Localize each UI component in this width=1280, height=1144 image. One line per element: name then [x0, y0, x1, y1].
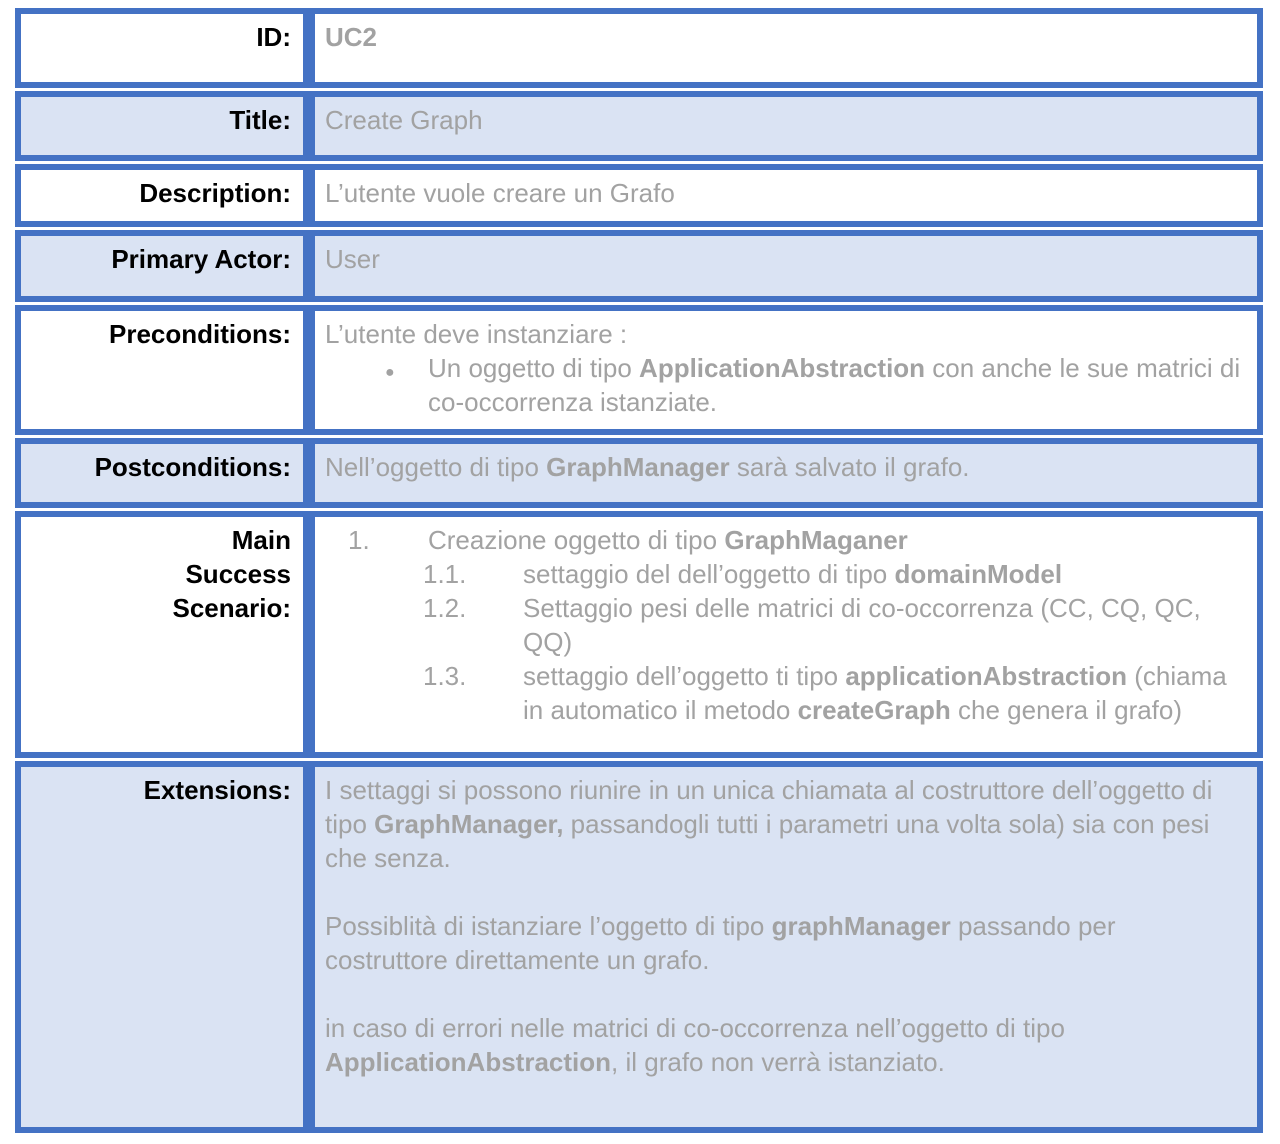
- preconditions-bullet-text: Un oggetto di tipo ApplicationAbstraction con anche le sue matrici di co-occorrenza istanziate.: [428, 353, 1241, 417]
- primary-actor-label: Primary Actor:: [111, 244, 291, 274]
- row-primary-actor: [15, 230, 1263, 302]
- scenario-step-text: Settaggio pesi delle matrici di co-occorrenza (CC, CQ, QC, QQ): [523, 593, 1201, 657]
- row-extensions: [15, 761, 1263, 1133]
- description-label: Description:: [139, 178, 291, 208]
- title-value: Create Graph: [309, 97, 1257, 155]
- preconditions-value: [309, 311, 1257, 429]
- row-description: [15, 164, 1263, 227]
- id-label: ID:: [256, 22, 291, 52]
- bullet-icon: ●: [385, 364, 395, 381]
- title-label: Title:: [229, 105, 291, 135]
- scenario-step: [325, 659, 1241, 727]
- extensions-paragraph: in caso di errori nelle matrici di co-occorrenza nell’oggetto di tipo ApplicationAbstraction, il grafo non verrà istanziato.: [325, 1013, 1065, 1077]
- row-title: [15, 91, 1263, 161]
- row-id: [15, 8, 1263, 88]
- preconditions-label: Preconditions:: [108, 319, 291, 349]
- scenario-step-number: 1.2.: [423, 593, 467, 623]
- id-value: UC2: [309, 14, 1257, 82]
- postconditions-label-cell: [21, 444, 309, 502]
- row-postconditions: [15, 438, 1263, 508]
- row-preconditions: [15, 305, 1263, 435]
- postconditions-label: Postconditions:: [94, 452, 291, 482]
- primary-actor-label-cell: [21, 236, 309, 296]
- scenario-step-number: 1.3.: [423, 661, 467, 691]
- extensions-value: [309, 767, 1257, 1127]
- scenario-step-text: settaggio dell’oggetto ti tipo applicationAbstraction (chiama in automatico il metodo createGraph che genera il grafo): [523, 661, 1227, 725]
- description-label-cell: [21, 170, 309, 221]
- extensions-label-cell: [21, 767, 309, 1127]
- main-success-scenario-label-cell: [21, 517, 309, 752]
- main-success-scenario-value: [309, 517, 1257, 752]
- main-success-scenario-label: Main Success Scenario:: [172, 525, 291, 623]
- preconditions-label-cell: [21, 311, 309, 429]
- extensions-paragraph: I settaggi si possono riunire in un unica chiamata al costruttore dell’oggetto di tipo GraphManager, passandogli tutti i parametri una volta sola) sia con pesi che senza.: [325, 775, 1213, 873]
- scenario-step-text: Creazione oggetto di tipo GraphMaganer: [428, 525, 908, 555]
- scenario-step-text: settaggio del dell’oggetto di tipo domainModel: [523, 559, 1063, 589]
- row-main-success-scenario: [15, 511, 1263, 758]
- description-value: L’utente vuole creare un Grafo: [309, 170, 1257, 221]
- scenario-step: [325, 591, 1241, 659]
- scenario-step: [325, 523, 1241, 557]
- preconditions-bullet-item: [325, 351, 1241, 419]
- preconditions-intro: L’utente deve instanziare :: [325, 319, 628, 349]
- id-label-cell: [21, 14, 309, 82]
- extensions-label: Extensions:: [143, 775, 291, 805]
- use-case-table: [15, 8, 1263, 1133]
- postconditions-value: Nell’oggetto di tipo GraphManager sarà salvato il grafo.: [309, 444, 1257, 502]
- primary-actor-value: User: [309, 236, 1257, 296]
- extensions-paragraph: Possiblità di istanziare l’oggetto di tipo graphManager passando per costruttore direttamente un grafo.: [325, 911, 1116, 975]
- scenario-step: [325, 557, 1241, 591]
- scenario-step-number: 1.: [348, 525, 370, 555]
- title-label-cell: [21, 97, 309, 155]
- scenario-step-number: 1.1.: [423, 559, 467, 589]
